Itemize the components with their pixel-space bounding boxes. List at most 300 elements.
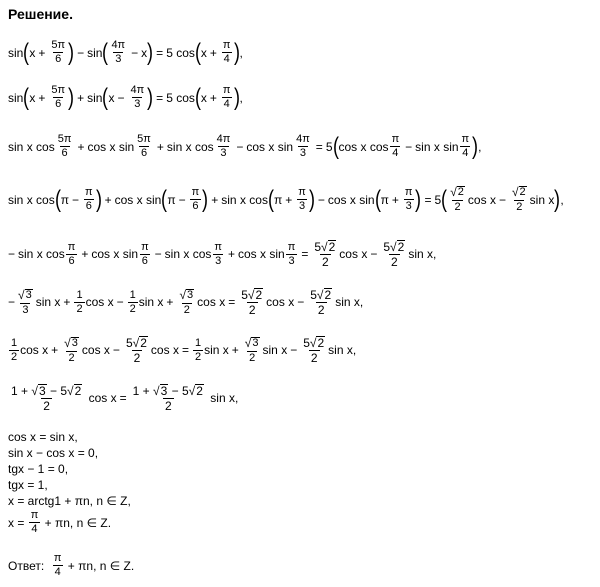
fraction bbox=[312, 240, 338, 268]
equals: = bbox=[315, 139, 323, 154]
minus: − bbox=[8, 295, 16, 309]
cos-fn: cos bbox=[266, 295, 285, 309]
num: 4π bbox=[130, 84, 145, 96]
equation-line-7 bbox=[8, 336, 356, 364]
minus: − bbox=[498, 192, 506, 207]
sin-fn: sin bbox=[359, 192, 375, 207]
fraction bbox=[390, 134, 402, 159]
sqrt-sign: √ bbox=[450, 185, 457, 199]
radicand: 2 bbox=[397, 240, 405, 254]
plus: + bbox=[166, 295, 174, 309]
comma: , bbox=[433, 247, 437, 261]
num bbox=[308, 288, 334, 302]
paren: ( bbox=[23, 38, 30, 66]
num: π bbox=[30, 509, 39, 521]
var-x: x bbox=[260, 247, 267, 261]
pi: π bbox=[380, 192, 389, 207]
var-x: x bbox=[349, 192, 356, 207]
minus: − bbox=[72, 192, 80, 207]
den: 2 bbox=[249, 351, 256, 364]
sin-fn: sin bbox=[87, 45, 103, 60]
num bbox=[131, 384, 206, 398]
num bbox=[9, 384, 84, 398]
solution-title: Решение. bbox=[8, 6, 73, 22]
den: 2 bbox=[133, 351, 141, 365]
num bbox=[243, 337, 262, 351]
var-x: x bbox=[219, 295, 226, 309]
comma: , bbox=[478, 139, 482, 154]
sin-fn: sin bbox=[35, 295, 52, 309]
minus: − bbox=[77, 45, 85, 60]
var-x: x bbox=[427, 247, 433, 261]
cos-fn: cos bbox=[327, 192, 347, 207]
fraction bbox=[49, 85, 67, 110]
sqrt-sign: √ bbox=[31, 384, 38, 398]
x-equals: x = bbox=[8, 515, 25, 530]
paren: ( bbox=[267, 185, 274, 213]
den: 2 bbox=[43, 399, 50, 413]
answer-label: Ответ: bbox=[8, 558, 45, 573]
num-part: − 5 bbox=[49, 384, 67, 398]
num: 5π bbox=[57, 133, 72, 145]
sin-fn: sin bbox=[204, 343, 220, 357]
num bbox=[177, 289, 196, 303]
den: 2 bbox=[68, 351, 75, 364]
pi: π bbox=[60, 192, 69, 207]
den: 3 bbox=[299, 200, 306, 212]
sin-fn: sin bbox=[8, 90, 24, 105]
fraction bbox=[308, 288, 334, 316]
num: 1 bbox=[129, 288, 136, 301]
den: 3 bbox=[215, 254, 222, 267]
den: 6 bbox=[85, 200, 92, 212]
num: π bbox=[404, 186, 413, 198]
cos-fn: cos bbox=[338, 139, 358, 154]
num bbox=[510, 186, 529, 200]
sin-fn: sin bbox=[443, 139, 459, 154]
den: 4 bbox=[223, 98, 230, 110]
var-x: x bbox=[113, 247, 120, 261]
radicand: 2 bbox=[457, 186, 464, 198]
minus: − bbox=[8, 247, 16, 261]
cos-fn: cos bbox=[238, 247, 257, 261]
sqrt-sign: √ bbox=[67, 384, 74, 398]
num: 1 bbox=[194, 336, 202, 349]
den: 6 bbox=[55, 53, 62, 65]
radicand: 3 bbox=[252, 336, 259, 349]
fraction bbox=[124, 336, 150, 364]
den: 3 bbox=[288, 254, 295, 267]
cos-fn: cos bbox=[36, 139, 55, 154]
sin-fn: sin bbox=[408, 247, 424, 261]
paren: ) bbox=[202, 185, 209, 213]
equals: = bbox=[424, 192, 432, 207]
minus: − bbox=[297, 295, 305, 309]
fraction bbox=[109, 40, 127, 65]
num: π bbox=[461, 133, 470, 145]
num: 1 bbox=[11, 336, 18, 349]
sqrt-sign: √ bbox=[64, 335, 71, 350]
equation-line-9: cos x = sin x, bbox=[8, 430, 78, 444]
den: 2 bbox=[248, 303, 256, 317]
paren: ( bbox=[102, 38, 109, 66]
cos-fn: cos bbox=[91, 247, 111, 261]
num: π bbox=[222, 84, 231, 96]
equation-line-11: tgx − 1 = 0, bbox=[8, 462, 69, 476]
equation-line-2 bbox=[8, 85, 243, 110]
var-x: x bbox=[26, 192, 33, 207]
fraction bbox=[9, 338, 19, 363]
cos-fn: cos bbox=[192, 247, 212, 261]
var-x: x bbox=[281, 343, 288, 357]
num bbox=[448, 186, 467, 200]
var-x: x bbox=[360, 139, 367, 154]
minus: − bbox=[154, 247, 162, 261]
plus: + bbox=[209, 90, 217, 105]
cos-fn: cos bbox=[46, 247, 65, 261]
den: 2 bbox=[516, 201, 523, 213]
fraction bbox=[239, 288, 265, 316]
var-x: x bbox=[346, 343, 353, 357]
cos-fn: cos bbox=[246, 139, 266, 154]
sqrt-sign: √ bbox=[247, 288, 255, 302]
sqrt-sign: √ bbox=[132, 336, 140, 350]
cos-fn: cos bbox=[20, 343, 39, 357]
den: 6 bbox=[61, 147, 68, 159]
sin-fn: sin bbox=[118, 139, 135, 154]
equals: = bbox=[301, 247, 309, 261]
paren: ( bbox=[23, 83, 30, 111]
equation-line-12: tgx = 1, bbox=[8, 478, 48, 492]
sin-fn: sin bbox=[262, 343, 278, 357]
den: 3 bbox=[134, 98, 141, 110]
var-x: x bbox=[42, 343, 49, 357]
fraction bbox=[9, 384, 84, 412]
equation-line-3 bbox=[8, 134, 481, 159]
var-x: x bbox=[172, 343, 179, 357]
var-x: x bbox=[103, 343, 110, 357]
sqrt-sign: √ bbox=[153, 384, 160, 398]
var-x: x bbox=[110, 391, 117, 405]
sin-fn: sin bbox=[8, 192, 24, 207]
sqrt-sign: √ bbox=[179, 287, 187, 302]
comma: , bbox=[234, 391, 239, 405]
num: π bbox=[141, 240, 149, 253]
var-x: x bbox=[29, 45, 36, 60]
fraction bbox=[296, 187, 308, 212]
minus: − bbox=[236, 139, 244, 154]
plus: + bbox=[156, 139, 164, 154]
num: 5π bbox=[51, 39, 66, 51]
cos-fn: cos bbox=[81, 343, 101, 357]
sin-fn: sin bbox=[328, 343, 344, 357]
den: 4 bbox=[54, 566, 61, 578]
num bbox=[16, 289, 35, 303]
sin-fn: sin bbox=[277, 139, 294, 154]
den: 2 bbox=[183, 303, 190, 316]
paren: ) bbox=[233, 83, 240, 111]
var-x: x bbox=[353, 295, 360, 309]
paren: ( bbox=[102, 83, 109, 111]
fraction bbox=[212, 242, 224, 267]
paren: ) bbox=[472, 132, 479, 160]
fraction bbox=[66, 242, 78, 267]
den: 3 bbox=[299, 147, 306, 159]
fraction bbox=[294, 134, 312, 159]
den: 3 bbox=[115, 53, 122, 65]
radicand: 3 bbox=[187, 288, 194, 301]
coef: 5 bbox=[314, 240, 322, 254]
coef: 5 bbox=[310, 288, 317, 302]
sin-fn: sin bbox=[87, 90, 103, 105]
minus: − bbox=[116, 295, 124, 309]
num: π bbox=[287, 240, 296, 253]
radicand: 2 bbox=[255, 288, 263, 302]
var-x: x bbox=[548, 192, 555, 207]
den: 6 bbox=[141, 254, 148, 267]
sin-fn: sin bbox=[166, 139, 183, 154]
paren: ( bbox=[332, 132, 339, 160]
radicand: 2 bbox=[74, 384, 82, 398]
equation-line-1 bbox=[8, 40, 243, 65]
fraction bbox=[29, 510, 41, 535]
var-x: x bbox=[200, 90, 207, 105]
sqrt-sign: √ bbox=[316, 288, 324, 302]
plus: + bbox=[227, 247, 235, 261]
paren: ) bbox=[554, 185, 561, 213]
radicand: 2 bbox=[519, 186, 526, 198]
fraction bbox=[49, 40, 67, 65]
den: 4 bbox=[223, 53, 230, 65]
var-x: x bbox=[157, 295, 164, 309]
var-x: x bbox=[200, 45, 207, 60]
den: 2 bbox=[321, 255, 329, 269]
num: π bbox=[222, 39, 231, 51]
cos-fn: cos bbox=[339, 247, 358, 261]
sin-fn: sin bbox=[8, 139, 24, 154]
den: 2 bbox=[317, 303, 325, 317]
equation-line-5 bbox=[8, 240, 436, 268]
fraction bbox=[448, 186, 467, 213]
fraction bbox=[135, 134, 153, 159]
var-x: x bbox=[109, 139, 116, 154]
num: 4π bbox=[216, 133, 231, 145]
var-x: x bbox=[222, 343, 229, 357]
num-part: − 5 bbox=[171, 384, 189, 398]
equation-line-14 bbox=[8, 510, 111, 535]
den: 2 bbox=[164, 399, 172, 413]
var-x: x bbox=[361, 247, 368, 261]
var-x: x bbox=[136, 192, 143, 207]
equals: = bbox=[156, 45, 164, 60]
den: 6 bbox=[192, 200, 199, 212]
equals: = bbox=[156, 90, 164, 105]
fraction bbox=[56, 134, 74, 159]
den: 2 bbox=[129, 302, 136, 315]
cos-fn: cos bbox=[85, 295, 105, 309]
var-x: x bbox=[183, 247, 190, 261]
num bbox=[124, 336, 150, 350]
paren: ( bbox=[441, 185, 448, 213]
equation-line-13: x = arctg1 + πn, n ∈ Z, bbox=[8, 494, 131, 508]
var-x: x bbox=[489, 192, 496, 207]
den: 6 bbox=[140, 147, 148, 159]
coef: 5 bbox=[303, 336, 310, 350]
num-part: 1 + bbox=[132, 384, 150, 398]
cos-fn: cos bbox=[36, 192, 55, 207]
radicand: 3 bbox=[160, 384, 168, 398]
var-x: x bbox=[107, 295, 114, 309]
den: 6 bbox=[68, 254, 75, 267]
fraction bbox=[128, 290, 138, 315]
sin-fn: sin bbox=[138, 295, 155, 309]
fraction bbox=[381, 240, 407, 268]
minus: − bbox=[178, 192, 186, 207]
sin-fn: sin bbox=[269, 247, 285, 261]
paren: ( bbox=[54, 185, 61, 213]
equals: = bbox=[119, 391, 127, 405]
pi: π bbox=[273, 192, 283, 207]
coef: 5 bbox=[383, 240, 391, 254]
coef: 5 bbox=[125, 336, 133, 350]
plus: + bbox=[38, 45, 46, 60]
paren: ( bbox=[194, 38, 201, 66]
den: 4 bbox=[462, 147, 469, 159]
num: π bbox=[67, 240, 76, 253]
sqrt-sign: √ bbox=[188, 384, 196, 398]
den: 3 bbox=[22, 303, 29, 316]
minus: − bbox=[370, 247, 378, 261]
minus: − bbox=[290, 343, 298, 357]
radicand: 2 bbox=[324, 288, 332, 302]
fraction bbox=[301, 336, 327, 364]
cos-fn: cos bbox=[197, 295, 216, 309]
cos-fn: cos bbox=[249, 192, 268, 207]
paren: ) bbox=[147, 83, 154, 111]
num-part: 1 + bbox=[11, 384, 29, 398]
comma: , bbox=[560, 192, 564, 207]
equation-line-8 bbox=[8, 384, 238, 412]
var-x: x bbox=[268, 139, 275, 154]
num: π bbox=[214, 240, 222, 253]
plus: + bbox=[63, 295, 71, 309]
cos-fn: cos bbox=[194, 139, 214, 154]
equation-line-4 bbox=[8, 186, 564, 213]
fraction bbox=[139, 242, 151, 267]
fraction bbox=[193, 338, 203, 363]
coef: 5 bbox=[166, 90, 173, 105]
num bbox=[62, 337, 81, 351]
sqrt-sign: √ bbox=[511, 185, 519, 199]
paren: ) bbox=[68, 83, 75, 111]
den: 4 bbox=[31, 523, 38, 535]
fraction bbox=[16, 289, 35, 316]
num bbox=[239, 288, 265, 302]
plus: + bbox=[38, 90, 46, 105]
den: 3 bbox=[405, 200, 412, 212]
equals: = bbox=[228, 295, 236, 309]
cos-fn: cos bbox=[150, 343, 170, 357]
plus: + bbox=[285, 192, 293, 207]
den: 2 bbox=[454, 201, 461, 213]
fraction bbox=[74, 290, 84, 315]
answer-line bbox=[8, 553, 134, 578]
num: 5π bbox=[51, 84, 66, 96]
fraction bbox=[190, 187, 202, 212]
radicand: 3 bbox=[71, 336, 78, 349]
num bbox=[312, 240, 338, 254]
radicand: 2 bbox=[196, 384, 203, 398]
plus: + bbox=[104, 192, 112, 207]
coef: 5 bbox=[166, 45, 173, 60]
coef: 5 bbox=[325, 139, 333, 154]
radicand: 3 bbox=[25, 288, 32, 301]
var-x: x bbox=[108, 90, 115, 105]
answer-tail: + πn, n ∈ Z. bbox=[67, 558, 135, 573]
plus: + bbox=[391, 192, 399, 207]
sin-fn: sin bbox=[210, 391, 226, 405]
plus: + bbox=[211, 192, 219, 207]
paren: ( bbox=[194, 83, 201, 111]
sin-fn: sin bbox=[221, 192, 237, 207]
paren: ( bbox=[374, 185, 381, 213]
fraction bbox=[221, 85, 233, 110]
var-x: x bbox=[288, 295, 295, 309]
fraction bbox=[177, 289, 196, 316]
den: 2 bbox=[76, 302, 83, 315]
den: 4 bbox=[392, 147, 399, 159]
paren: ) bbox=[233, 38, 240, 66]
sin-fn: sin bbox=[335, 295, 351, 309]
var-x: x bbox=[29, 90, 36, 105]
minus: − bbox=[405, 139, 413, 154]
var-x: x bbox=[228, 391, 235, 405]
fraction bbox=[52, 553, 64, 578]
paren: ( bbox=[161, 185, 168, 213]
comma: , bbox=[359, 295, 364, 309]
sin-fn: sin bbox=[146, 192, 162, 207]
radicand: 2 bbox=[317, 336, 325, 350]
den: 6 bbox=[55, 98, 62, 110]
sin-fn: sin bbox=[529, 192, 546, 207]
fraction bbox=[215, 134, 233, 159]
num: 4π bbox=[296, 133, 310, 145]
coef: 5 bbox=[241, 288, 248, 302]
plus: + bbox=[209, 45, 217, 60]
den: 2 bbox=[194, 350, 202, 363]
num bbox=[381, 240, 407, 254]
var-x: x bbox=[433, 139, 440, 154]
fraction bbox=[460, 134, 472, 159]
cos-fn: cos bbox=[467, 192, 487, 207]
var-x: x bbox=[239, 192, 246, 207]
num: π bbox=[191, 186, 200, 198]
num: π bbox=[391, 133, 400, 145]
var-x: x bbox=[141, 45, 148, 60]
radicand: 2 bbox=[140, 336, 147, 350]
cos-fn: cos bbox=[114, 192, 134, 207]
equation-line-10: sin x − cos x = 0, bbox=[8, 446, 99, 460]
paren: ) bbox=[68, 38, 75, 66]
pi: π bbox=[167, 192, 176, 207]
fraction bbox=[510, 186, 529, 213]
den: 2 bbox=[11, 350, 18, 363]
paren: ) bbox=[147, 38, 154, 66]
comma: , bbox=[239, 45, 243, 60]
fraction bbox=[403, 187, 415, 212]
sqrt-sign: √ bbox=[390, 240, 397, 254]
cos-fn: cos bbox=[369, 139, 389, 154]
